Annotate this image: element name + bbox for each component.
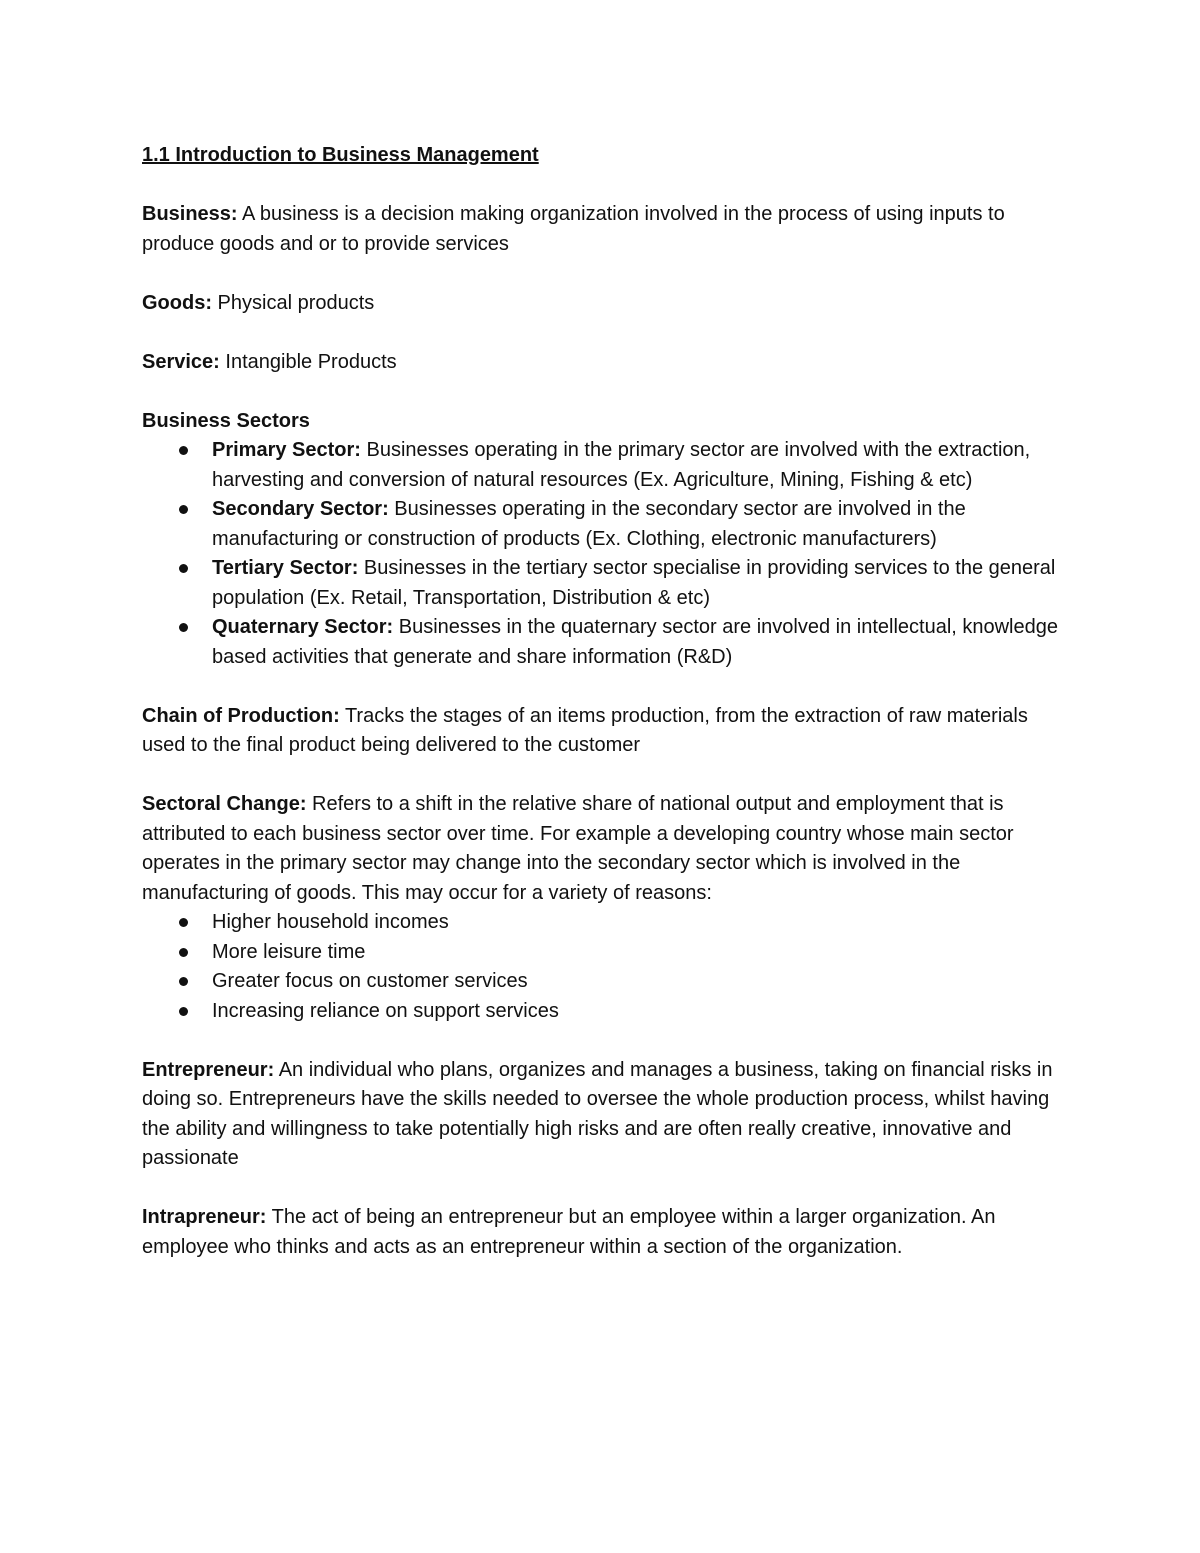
term-label: Entrepreneur: bbox=[142, 1058, 275, 1081]
definition-text: Refers to a shift in the relative share of national output and employment that is attributed to each business sector over time. For example a developing country whose main sector operates in the primary sector may change into the secondary sector which is involved in the manufacturing of goods. This may occur for a variety of reasons: bbox=[142, 793, 1014, 904]
term-label: Secondary Sector: bbox=[212, 498, 389, 520]
bullet-icon bbox=[179, 505, 188, 514]
definition-business bbox=[142, 200, 1060, 259]
definition-entrepreneur bbox=[142, 1056, 1060, 1174]
bullet-icon bbox=[179, 948, 188, 957]
page-title: 1.1 Introduction to Business Management bbox=[142, 144, 539, 166]
list-item-quaternary-sector bbox=[212, 613, 1060, 672]
definition-text: An individual who plans, organizes and manages a business, taking on financial risks in doing so. Entrepreneurs have the skills needed to oversee the whole production process, whilst having the ability and willingness to take potentially high risks and are often really creative, innovative and passionate bbox=[142, 1058, 1053, 1169]
definition-text: Intangible Products bbox=[219, 350, 397, 373]
list-item bbox=[212, 938, 1060, 968]
spacer bbox=[142, 761, 1060, 791]
bullet-icon bbox=[179, 1007, 188, 1016]
definition-text: Businesses operating in the secondary sector are involved in the manufacturing or construction of products (Ex. Clothing, electronic manufacturers) bbox=[212, 498, 966, 550]
list-item-text: Greater focus on customer services bbox=[212, 970, 528, 992]
spacer bbox=[142, 259, 1060, 289]
definition-text: Businesses operating in the primary sector are involved with the extraction, harvesting and conversion of natural resources (Ex. Agriculture, Mining, Fishing & etc) bbox=[212, 439, 1031, 491]
bullet-icon bbox=[179, 564, 188, 573]
sectors-list bbox=[142, 436, 1060, 672]
definition-service bbox=[142, 348, 1060, 378]
definition-text: Businesses in the quaternary sector are involved in intellectual, knowledge based activities that generate and share information (R&D) bbox=[212, 616, 1058, 668]
bullet-icon bbox=[179, 977, 188, 986]
spacer bbox=[142, 672, 1060, 702]
term-label: Quaternary Sector: bbox=[212, 616, 394, 638]
definition-intrapreneur bbox=[142, 1203, 1060, 1262]
list-item-secondary-sector bbox=[212, 495, 1060, 554]
list-item-tertiary-sector bbox=[212, 554, 1060, 613]
definition-text: A business is a decision making organization involved in the process of using inputs to produce goods and or to provide services bbox=[142, 203, 1005, 255]
bullet-icon bbox=[179, 623, 188, 632]
spacer bbox=[142, 1026, 1060, 1056]
definition-text: Tracks the stages of an items production, from the extraction of raw materials used to the final product being delivered to the customer bbox=[142, 704, 1028, 756]
term-label: Goods: bbox=[142, 291, 212, 314]
bullet-icon bbox=[179, 446, 188, 455]
list-item bbox=[212, 908, 1060, 938]
spacer bbox=[142, 1174, 1060, 1204]
bullet-icon bbox=[179, 918, 188, 927]
reasons-list bbox=[142, 908, 1060, 1026]
definition-sectoral-change bbox=[142, 790, 1060, 908]
definition-chain-of-production bbox=[142, 702, 1060, 761]
spacer bbox=[142, 377, 1060, 407]
term-label: Intrapreneur: bbox=[142, 1206, 267, 1228]
definition-text: Businesses in the tertiary sector specialise in providing services to the general population (Ex. Retail, Transportation, Distribution & etc) bbox=[212, 557, 1056, 609]
list-item bbox=[212, 997, 1060, 1027]
term-label: Primary Sector: bbox=[212, 439, 361, 461]
list-item-text: Higher household incomes bbox=[212, 911, 449, 933]
list-item-primary-sector bbox=[212, 436, 1060, 495]
spacer bbox=[142, 171, 1060, 201]
list-item-text: Increasing reliance on support services bbox=[212, 999, 559, 1022]
term-label: Business: bbox=[142, 203, 238, 225]
term-label: Sectoral Change: bbox=[142, 793, 307, 815]
spacer bbox=[142, 318, 1060, 348]
definition-goods bbox=[142, 289, 1060, 319]
term-label: Service: bbox=[142, 350, 220, 373]
list-item-text: More leisure time bbox=[212, 940, 366, 963]
list-item bbox=[212, 967, 1060, 997]
definition-text: Physical products bbox=[212, 291, 375, 314]
definition-text: The act of being an entrepreneur but an employee within a larger organization. An employee who thinks and acts as an entrepreneur within a section of the organization. bbox=[142, 1206, 996, 1258]
term-label: Tertiary Sector: bbox=[212, 557, 359, 579]
section-heading-business-sectors bbox=[142, 407, 1060, 437]
term-label: Chain of Production: bbox=[142, 704, 340, 727]
section-heading-label: Business Sectors bbox=[142, 409, 310, 432]
